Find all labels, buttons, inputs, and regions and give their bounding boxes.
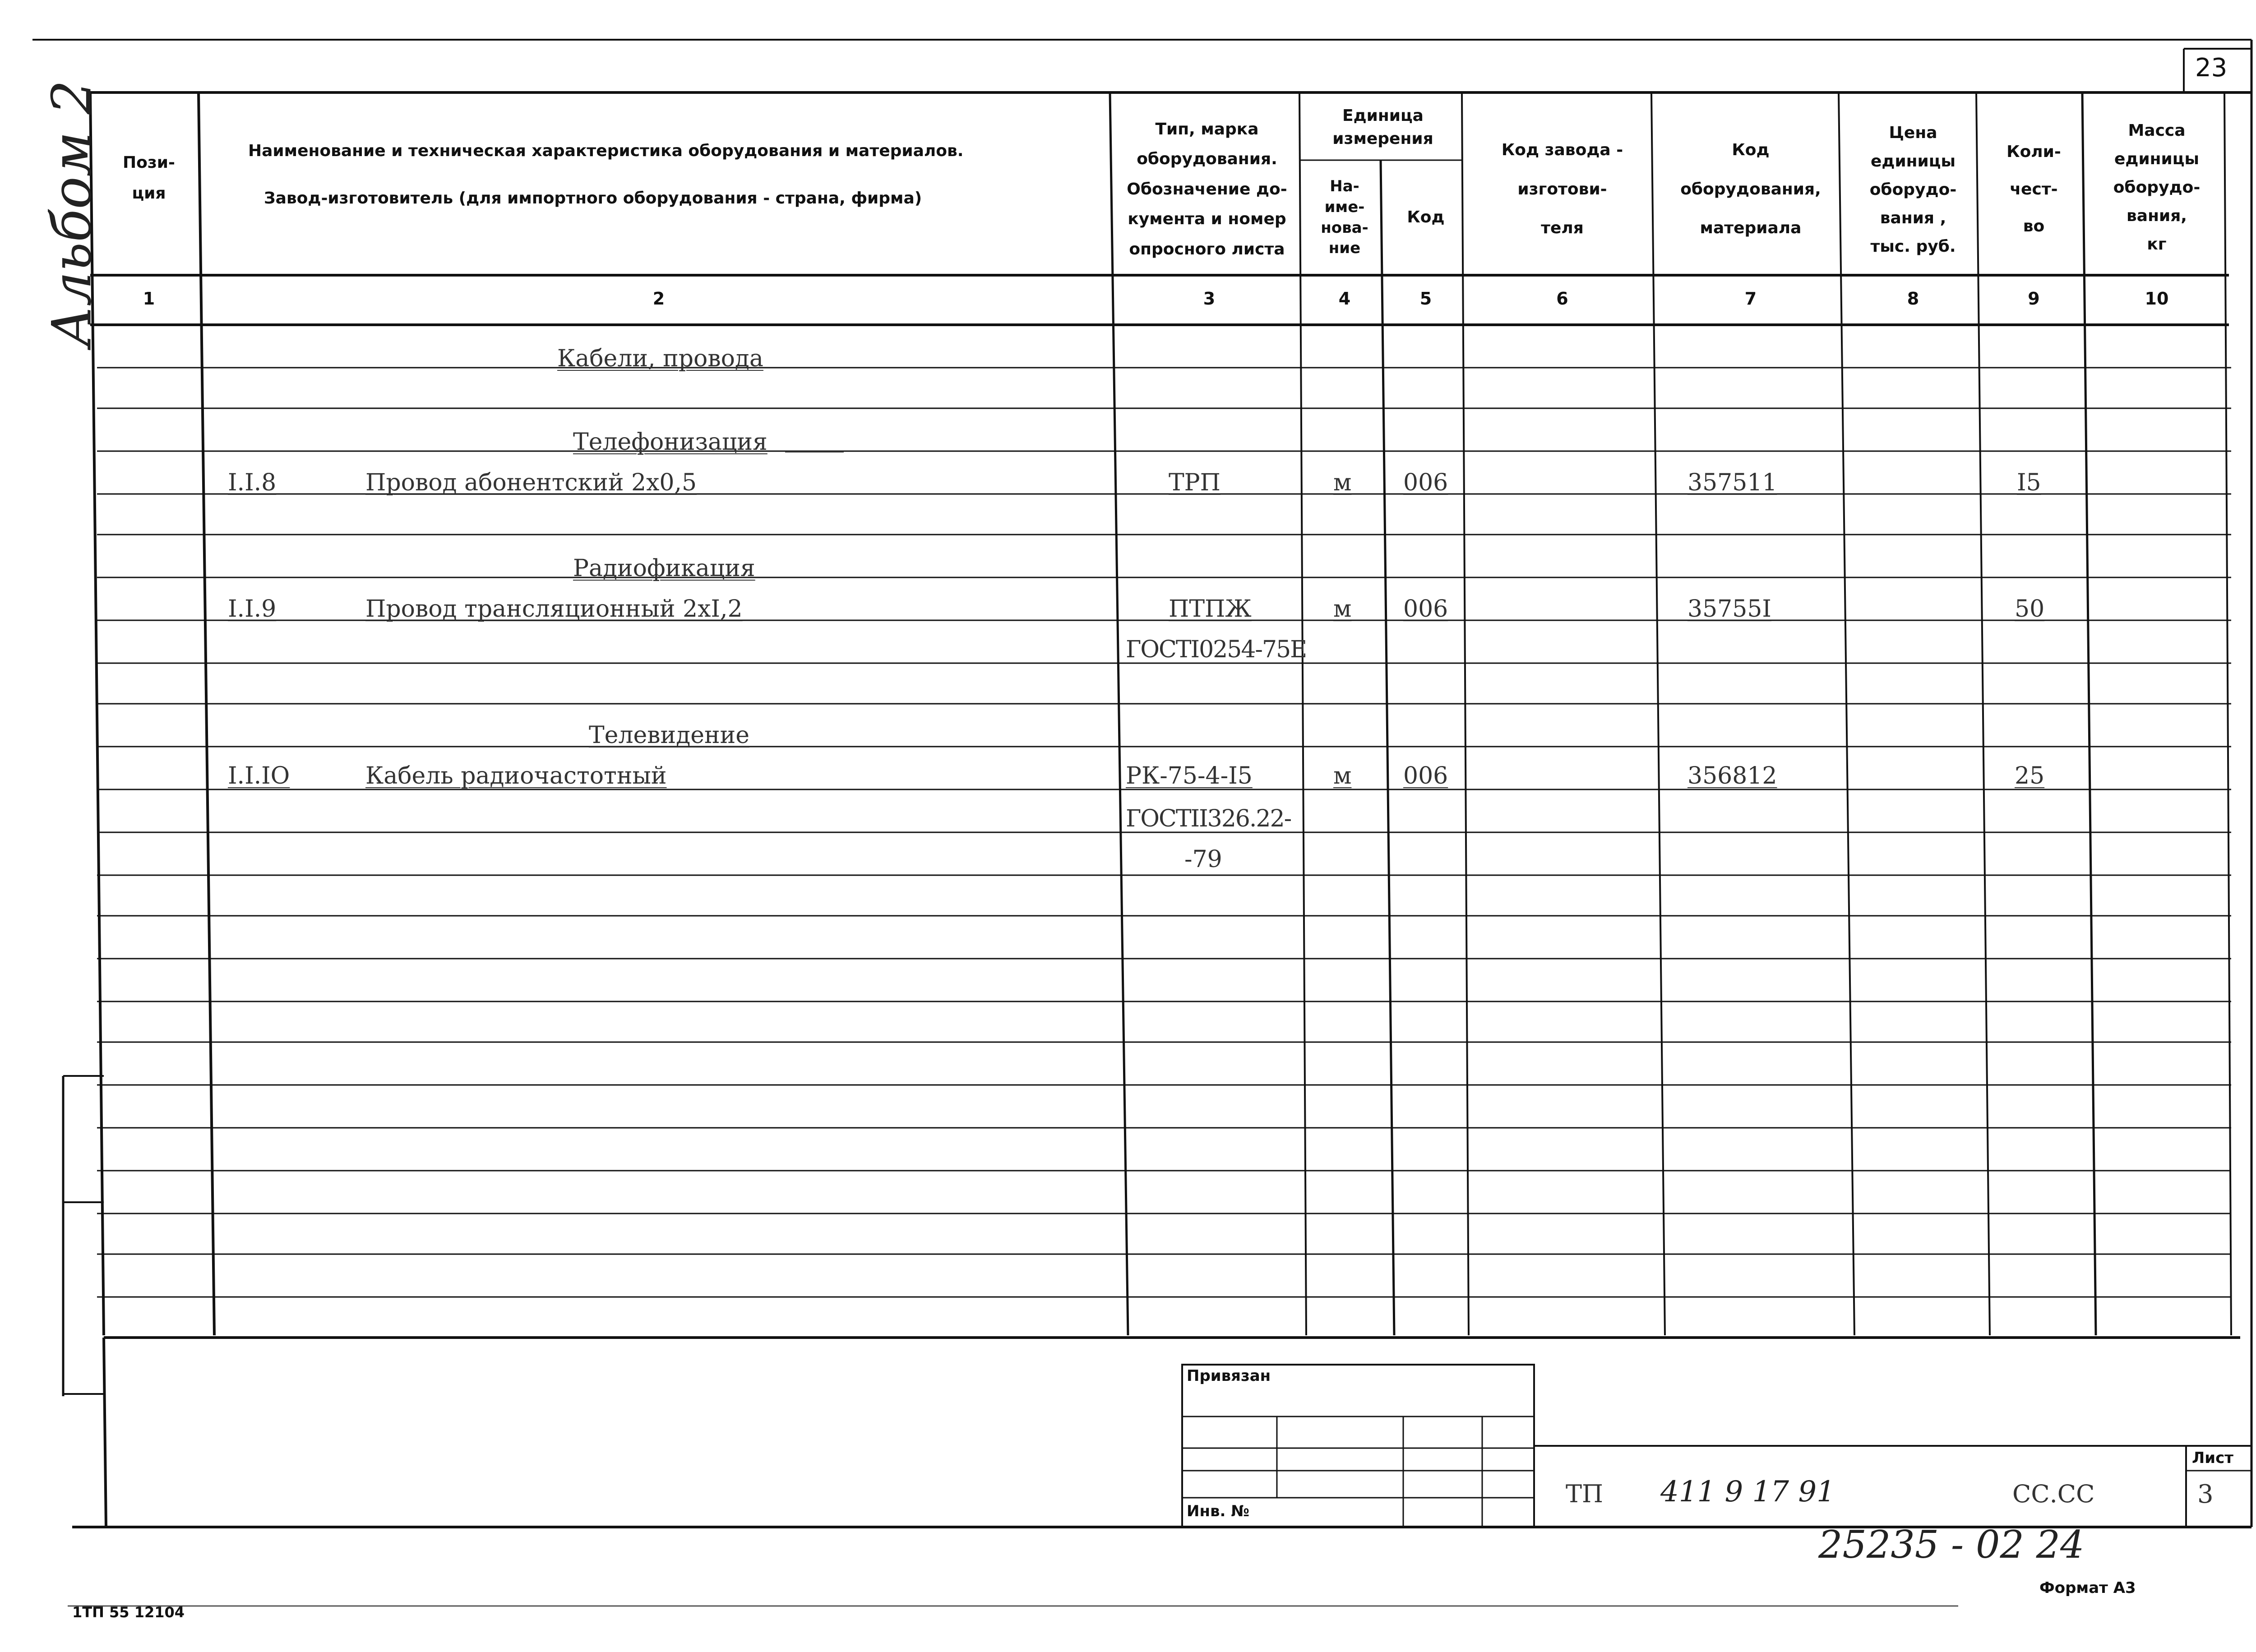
row-3-unit-code: 006 [1403,762,1448,789]
header-manufacturer-code: Код завода - изготови- теля [1501,141,1623,238]
row-3-material-code: 356812 [1687,762,1777,789]
header-name-line2: Завод-изготовитель (для импортного оборудования - страна, фирма) [264,189,922,208]
row-2-material-code: 35755I [1687,595,1771,623]
section-cables: Кабели, провода [557,345,763,372]
stamp-doc-number: 411 9 17 91 [1660,1475,1835,1509]
stamp-doc-suffix: СС.СС [2012,1480,2095,1508]
row-2-position: I.I.9 [228,595,277,623]
section-tv: Телевидение [589,722,750,749]
section-telephone-dash [785,451,844,452]
column-number-5: 5 [1419,289,1432,309]
row-3-quantity: 25 [2015,762,2045,789]
stamp-handwritten-number: 25235 - 02 24 [1818,1523,2085,1567]
stamp-sheet-number: 3 [2197,1480,2214,1509]
header-mass: Масса единицы оборудо- вания, кг [2113,121,2201,254]
album-label: Альбом 2 [41,80,104,347]
row-3-position: I.I.IO [228,762,290,789]
row-3-type-standard: ГОСТII326.22- [1126,805,1291,832]
row-3-type: РК-75-4-I5 [1126,762,1253,789]
row-2-unit: м [1333,595,1352,623]
row-3-type-year: -79 [1184,846,1222,873]
column-number-9: 9 [2028,289,2040,309]
column-number-6: 6 [1556,289,1568,309]
row-2-type-standard: ГОСТI0254-75Е [1126,636,1307,663]
column-number-4: 4 [1338,289,1351,309]
header-unit-group: Единица измерения [1332,106,1433,148]
header-type: Тип, марка оборудования. Обозначение до- кумента и номер опросного листа [1127,120,1287,258]
row-2-type: ПТПЖ [1169,595,1252,623]
row-3-unit: м [1333,762,1352,789]
stamp-inv-no: Инв. № [1187,1502,1250,1520]
column-number-7: 7 [1744,289,1757,309]
stamp-bottom-left: 1ТП 55 12104 [72,1604,185,1621]
row-1-material-code: 357511 [1687,469,1777,496]
row-1-quantity: I5 [2017,469,2041,496]
row-1-unit: м [1333,469,1352,496]
header-unit-code: Код [1407,208,1445,227]
stamp-doc-code: ТП [1566,1480,1604,1508]
row-2-unit-code: 006 [1403,595,1448,623]
header-price: Цена единицы оборудо- вания , тыс. руб. [1869,123,1957,256]
row-1-type: ТРП [1169,469,1221,496]
column-number-3: 3 [1203,289,1216,309]
column-number-2: 2 [652,289,665,309]
stamp-privyazan: Привязан [1187,1367,1271,1385]
sheet-corner-number: 23 [2195,53,2228,83]
header-unit-name: На- име- нова- ние [1321,177,1368,258]
row-1-unit-code: 006 [1403,469,1448,496]
header-quantity: Коли- чест- во [2006,142,2061,236]
column-number-1: 1 [143,289,155,309]
row-3-name: Кабель радиочастотный [365,762,667,789]
header-material-code: Код оборудования, материала [1680,141,1821,238]
stamp-format: Формат А3 [2039,1579,2136,1597]
header-name-line1: Наименование и техническая характеристика оборудования и материалов. [248,141,964,160]
row-2-quantity: 50 [2015,595,2045,623]
section-radio: Радиофикация [573,555,755,582]
row-1-position: I.I.8 [228,469,277,496]
row-2-name: Провод трансляционный 2хI,2 [365,595,743,623]
stamp-sheet-label: Лист [2192,1449,2233,1467]
row-1-name: Провод абонентский 2х0,5 [365,469,697,496]
column-number-8: 8 [1907,289,1919,309]
column-number-10: 10 [2145,289,2169,309]
header-position: Пози- ция [123,153,175,203]
section-telephone: Телефонизация [573,429,767,456]
